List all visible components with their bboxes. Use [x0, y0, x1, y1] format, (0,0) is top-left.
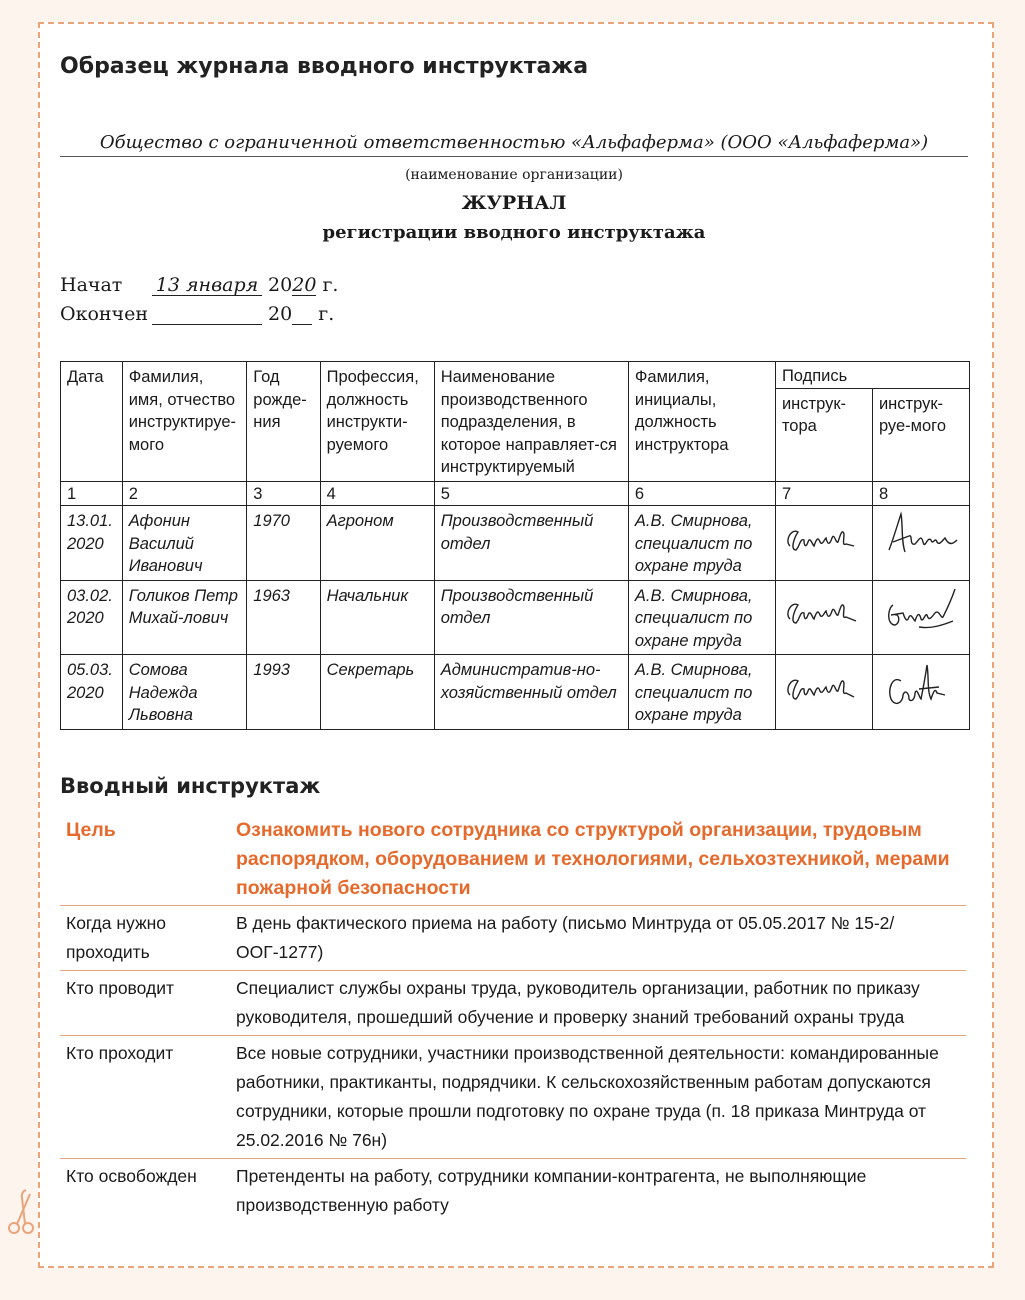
- ended-year-prefix: 20: [268, 303, 293, 325]
- table-row: [61, 580, 970, 655]
- briefing-row-when: [60, 906, 966, 971]
- briefing-text: Все новые сотрудники, участники производственной деятельности: командированные работники, практиканты, подрядчики. К сельскохозяйственным работам допускаются сотрудники, которые прошли подготовку по охране труда (п. 18 приказа Минтруда от 25.02.2016 № 76н): [236, 1043, 939, 1150]
- journal-table: [60, 361, 970, 730]
- instructor-signature: [782, 585, 866, 639]
- year-mark: г.: [318, 303, 335, 325]
- ended-label: Окончен: [60, 303, 149, 325]
- briefing-title: Вводный инструктаж: [60, 774, 321, 798]
- column-number: 1: [61, 481, 123, 506]
- cell-name: Сомова Надежда Львовна: [122, 655, 247, 730]
- briefing-label: Кто проходит: [66, 1043, 174, 1063]
- column-number: 7: [775, 481, 872, 506]
- cell-department: Производственный отдел: [434, 580, 628, 655]
- page-title: Образец журнала вводного инструктажа: [60, 54, 589, 79]
- organization-name: Общество с ограниченной ответственностью «Альфаферма» (ООО «Альфаферма»): [60, 132, 968, 157]
- briefing-table: [60, 812, 966, 1223]
- briefing-text: Ознакомить нового сотрудника со структурой организации, трудовым распорядком, оборудованием и технологиями, сельхозтехникой, мерами пожарной безопасности: [236, 819, 950, 899]
- briefing-label: Когда нужно проходить: [66, 913, 167, 962]
- briefing-label: Цель: [66, 819, 116, 841]
- ended-date-blank: [152, 304, 262, 325]
- trainee-signature: [879, 659, 963, 713]
- cell-profession: Секретарь: [320, 655, 434, 730]
- trainee-signature: [879, 585, 963, 639]
- briefing-row-who-attends: [60, 1036, 966, 1159]
- cell-profession: Начальник: [320, 580, 434, 655]
- header-signature-trainee: инструк-руе-мого: [872, 388, 969, 481]
- cell-instructor: А.В. Смирнова, специалист по охране труда: [628, 580, 775, 655]
- header-profession: Профессия, должность инструкти-руемого: [320, 362, 434, 482]
- column-number: 4: [320, 481, 434, 506]
- header-signature-instructor: инструк-тора: [775, 388, 872, 481]
- ended-line: [60, 303, 334, 325]
- instructor-signature: [782, 510, 866, 564]
- header-signature: Подпись: [775, 362, 969, 389]
- cell-trainee-signature: [872, 580, 969, 655]
- column-number: 2: [122, 481, 247, 506]
- column-number: 6: [628, 481, 775, 506]
- cell-name: Голиков Петр Михай-лович: [122, 580, 247, 655]
- cell-date: 13.01. 2020: [61, 506, 123, 581]
- cell-date: 03.02. 2020: [61, 580, 123, 655]
- briefing-label: Кто проводит: [66, 978, 174, 998]
- organization-caption: (наименование организации): [405, 167, 623, 183]
- briefing-row-goal: [60, 812, 966, 906]
- started-year-suffix: 20: [292, 274, 317, 296]
- cell-year: 1993: [247, 655, 320, 730]
- column-numbers-row: [61, 481, 970, 506]
- journal-subtitle: регистрации вводного инструктажа: [322, 222, 706, 243]
- cell-instructor: А.В. Смирнова, специалист по охране труда: [628, 655, 775, 730]
- instructor-signature: [782, 659, 866, 713]
- cell-trainee-signature: [872, 506, 969, 581]
- year-mark: г.: [322, 274, 339, 296]
- cell-date: 05.03. 2020: [61, 655, 123, 730]
- started-line: [60, 274, 338, 296]
- cell-name: Афонин Василий Иванович: [122, 506, 247, 581]
- briefing-row-who-conducts: [60, 971, 966, 1036]
- cell-instructor-signature: [775, 580, 872, 655]
- table-header-row: [61, 362, 970, 389]
- header-name: Фамилия, имя, отчество инструктируе-мого: [122, 362, 247, 482]
- header-date: Дата: [61, 362, 123, 482]
- header-instructor: Фамилия, инициалы, должность инструктора: [628, 362, 775, 482]
- table-row: [61, 655, 970, 730]
- started-date: 13 января: [152, 275, 262, 296]
- scissors-icon: [4, 1188, 40, 1238]
- header-department: Наименование производственного подразделения, в которое направляет-ся инструктируемый: [434, 362, 628, 482]
- table-row: [61, 506, 970, 581]
- cell-instructor-signature: [775, 655, 872, 730]
- cell-department: Административ-но-хозяйственный отдел: [434, 655, 628, 730]
- column-number: 5: [434, 481, 628, 506]
- briefing-label: Кто освобожден: [66, 1166, 197, 1186]
- started-label: Начат: [60, 274, 123, 296]
- ended-year-blank: [292, 304, 312, 325]
- trainee-signature: [879, 510, 963, 564]
- column-number: 3: [247, 481, 320, 506]
- cell-year: 1970: [247, 506, 320, 581]
- cell-profession: Агроном: [320, 506, 434, 581]
- cell-trainee-signature: [872, 655, 969, 730]
- started-year-prefix: 20: [268, 274, 293, 296]
- briefing-text: Специалист службы охраны труда, руководитель организации, работник по приказу руководителя, прошедший обучение и проверку знаний требований охраны труда: [236, 978, 920, 1027]
- cell-instructor: А.В. Смирнова, специалист по охране труда: [628, 506, 775, 581]
- column-number: 8: [872, 481, 969, 506]
- cell-year: 1963: [247, 580, 320, 655]
- journal-title: ЖУРНАЛ: [461, 192, 567, 214]
- cell-instructor-signature: [775, 506, 872, 581]
- briefing-text: В день фактического приема на работу (письмо Минтруда от 05.05.2017 № 15-2/ООГ-1277): [236, 913, 895, 962]
- header-year: Год рожде-ния: [247, 362, 320, 482]
- briefing-row-exempt: [60, 1159, 966, 1223]
- cell-department: Производственный отдел: [434, 506, 628, 581]
- briefing-text: Претенденты на работу, сотрудники компании-контрагента, не выполняющие производственную работу: [236, 1166, 867, 1215]
